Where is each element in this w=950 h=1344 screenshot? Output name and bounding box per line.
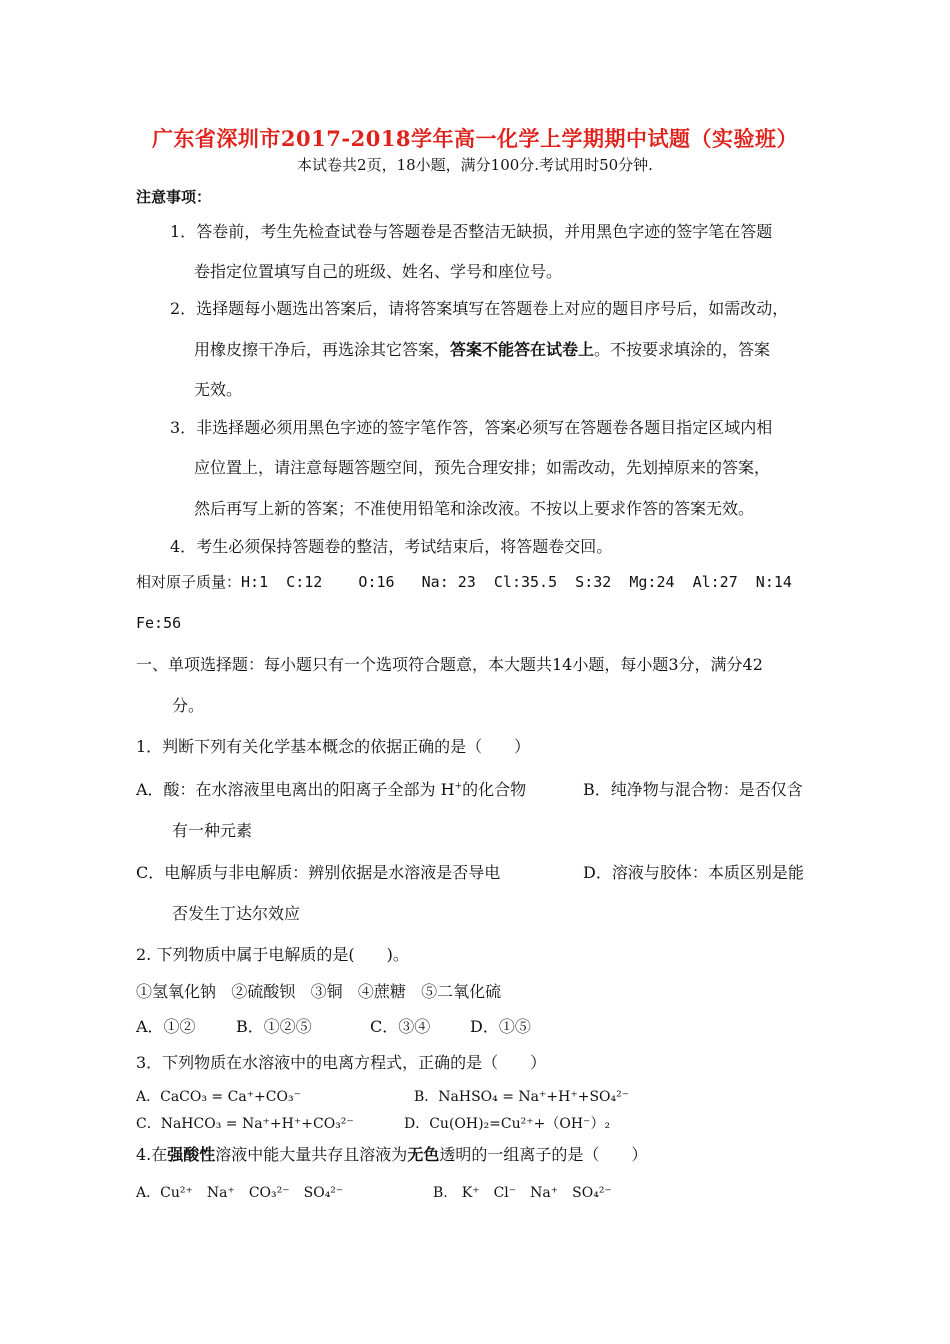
page-title: 广东省深圳市2017-2018学年高一化学上学期期中试题（实验班） (151, 126, 799, 151)
notice-header: 注意事项： (136, 188, 212, 206)
question-4-option-b: B. K⁺ Cl⁻ Na⁺ SO₄²⁻ (433, 1185, 612, 1201)
notice-item-1 (170, 222, 772, 242)
question-2-option-d: D．①⑤ (470, 1017, 531, 1036)
notice-item-text: 非选择题必须用黑色字迹的签字笔作答，答案必须写在答题卷各题目指定区域内相 (196, 418, 773, 437)
exam-info: 本试卷共2页，18小题，满分100分.考试用时50分钟. (297, 156, 653, 174)
question-1-option-a (136, 780, 526, 800)
question-2-option-a: A．①② (136, 1017, 196, 1036)
atomic-mass-wrap: Fe:56 (136, 614, 182, 632)
notice-item-text: 考生必须保持答题卷的整洁，考试结束后，将答题卷交回。 (196, 537, 613, 556)
notice-text: 用橡皮擦干净后，再选涂其它答案， (194, 340, 451, 359)
atomic-mass-value: C:12 (286, 573, 323, 591)
atomic-mass-line (136, 572, 792, 592)
atomic-mass-value: S:32 (575, 573, 612, 591)
notice-item-number: 3． (170, 418, 197, 437)
option-text: A．酸：在水溶液里电离出的阳离子全部为 H (136, 780, 455, 799)
question-2-option-b: B．①②⑤ (236, 1017, 312, 1036)
atomic-mass-label: 相对原子质量： (136, 573, 242, 591)
question-3-stem: 3．下列物质在水溶液中的电离方程式，正确的是（ ） (136, 1053, 547, 1072)
question-2-substances (136, 982, 501, 1002)
notice-item-number: 2． (170, 299, 197, 318)
notice-item-number: 1． (170, 222, 197, 241)
notice-item-text: 答卷前，考生先检查试卷与答题卷是否整洁无缺损，并用黑色字迹的签字笔在答题 (196, 222, 773, 241)
notice-emphasis: 答案不能答在试卷上 (450, 340, 595, 359)
question-4-option-a: A．Cu²⁺ Na⁺ CO₃²⁻ SO₄²⁻ (136, 1185, 344, 1201)
question-emphasis: 无色 (407, 1145, 440, 1164)
question-text: 4.在 (136, 1145, 168, 1164)
substance-item: ③铜 (310, 982, 343, 1001)
atomic-mass-value: Mg:24 (629, 573, 675, 591)
notice-item-number: 4． (170, 537, 197, 556)
atomic-mass-value: Al:27 (692, 573, 738, 591)
notice-item-2 (170, 299, 788, 319)
notice-item-3 (170, 418, 772, 438)
notice-item-2-cont (194, 340, 770, 360)
question-3-option-d: D．Cu(OH)₂=Cu²⁺+（OH⁻）₂ (404, 1116, 611, 1132)
section-heading: 一、单项选择题：每小题只有一个选项符合题意，本大题共14小题，每小题3分，满分42 (136, 655, 763, 674)
substance-item: ⑤二氧化硫 (421, 982, 502, 1001)
notice-item-2-cont2: 无效。 (194, 380, 243, 399)
notice-item-3-cont: 应位置上，请注意每题答题空间，预先合理安排；如需改动，先划掉原来的答案， (194, 458, 771, 477)
question-emphasis: 强酸性 (167, 1145, 216, 1164)
substance-item: ①氢氧化钠 (136, 982, 217, 1001)
section-heading-cont: 分。 (172, 696, 205, 715)
atomic-mass-value: H:1 (241, 573, 269, 591)
atomic-mass-value: O:16 (358, 573, 395, 591)
question-text: 溶液中能大量共存且溶液为 (215, 1145, 408, 1164)
substance-item: ②硫酸钡 (231, 982, 296, 1001)
question-1-stem: 1．判断下列有关化学基本概念的依据正确的是（ ） (136, 737, 531, 756)
question-1-option-b: B．纯净物与混合物：是否仅含 (583, 780, 803, 799)
option-text: 的化合物 (462, 780, 527, 799)
question-3-option-a: A．CaCO₃ = Ca⁺+CO₃⁻ (136, 1089, 301, 1105)
notice-item-4 (170, 537, 612, 557)
question-1-option-b-cont: 有一种元素 (172, 821, 253, 840)
question-1-option-d-cont: 否发生丁达尔效应 (172, 904, 301, 923)
question-3-option-c: C．NaHCO₃ = Na⁺+H⁺+CO₃²⁻ (136, 1116, 354, 1132)
question-2-option-c: C．③④ (370, 1017, 431, 1036)
question-1-option-d: D．溶液与胶体：本质区别是能 (583, 863, 804, 882)
question-4-stem (136, 1145, 647, 1165)
notice-item-text: 选择题每小题选出答案后，请将答案填写在答题卷上对应的题目序号后，如需改动， (196, 299, 789, 318)
notice-item-3-cont2: 然后再写上新的答案；不准使用铅笔和涂改液。不按以上要求作答的答案无效。 (194, 499, 755, 518)
notice-text: 。不按要求填涂的，答案 (594, 340, 771, 359)
atomic-mass-value: Na: 23 (421, 573, 476, 591)
question-2-stem: 2. 下列物质中属于电解质的是( )。 (136, 945, 409, 964)
superscript: + (454, 781, 463, 792)
atomic-mass-value: Cl:35.5 (493, 573, 558, 591)
substance-item: ④蔗糖 (357, 982, 406, 1001)
question-text: 透明的一组离子的是（ ） (439, 1145, 648, 1164)
notice-item-1-cont: 卷指定位置填写自己的班级、姓名、学号和座位号。 (194, 262, 563, 281)
atomic-mass-value: N:14 (755, 573, 792, 591)
question-1-option-c: C．电解质与非电解质：辨别依据是水溶液是否导电 (136, 863, 501, 882)
question-3-option-b: B．NaHSO₄ = Na⁺+H⁺+SO₄²⁻ (414, 1089, 630, 1105)
